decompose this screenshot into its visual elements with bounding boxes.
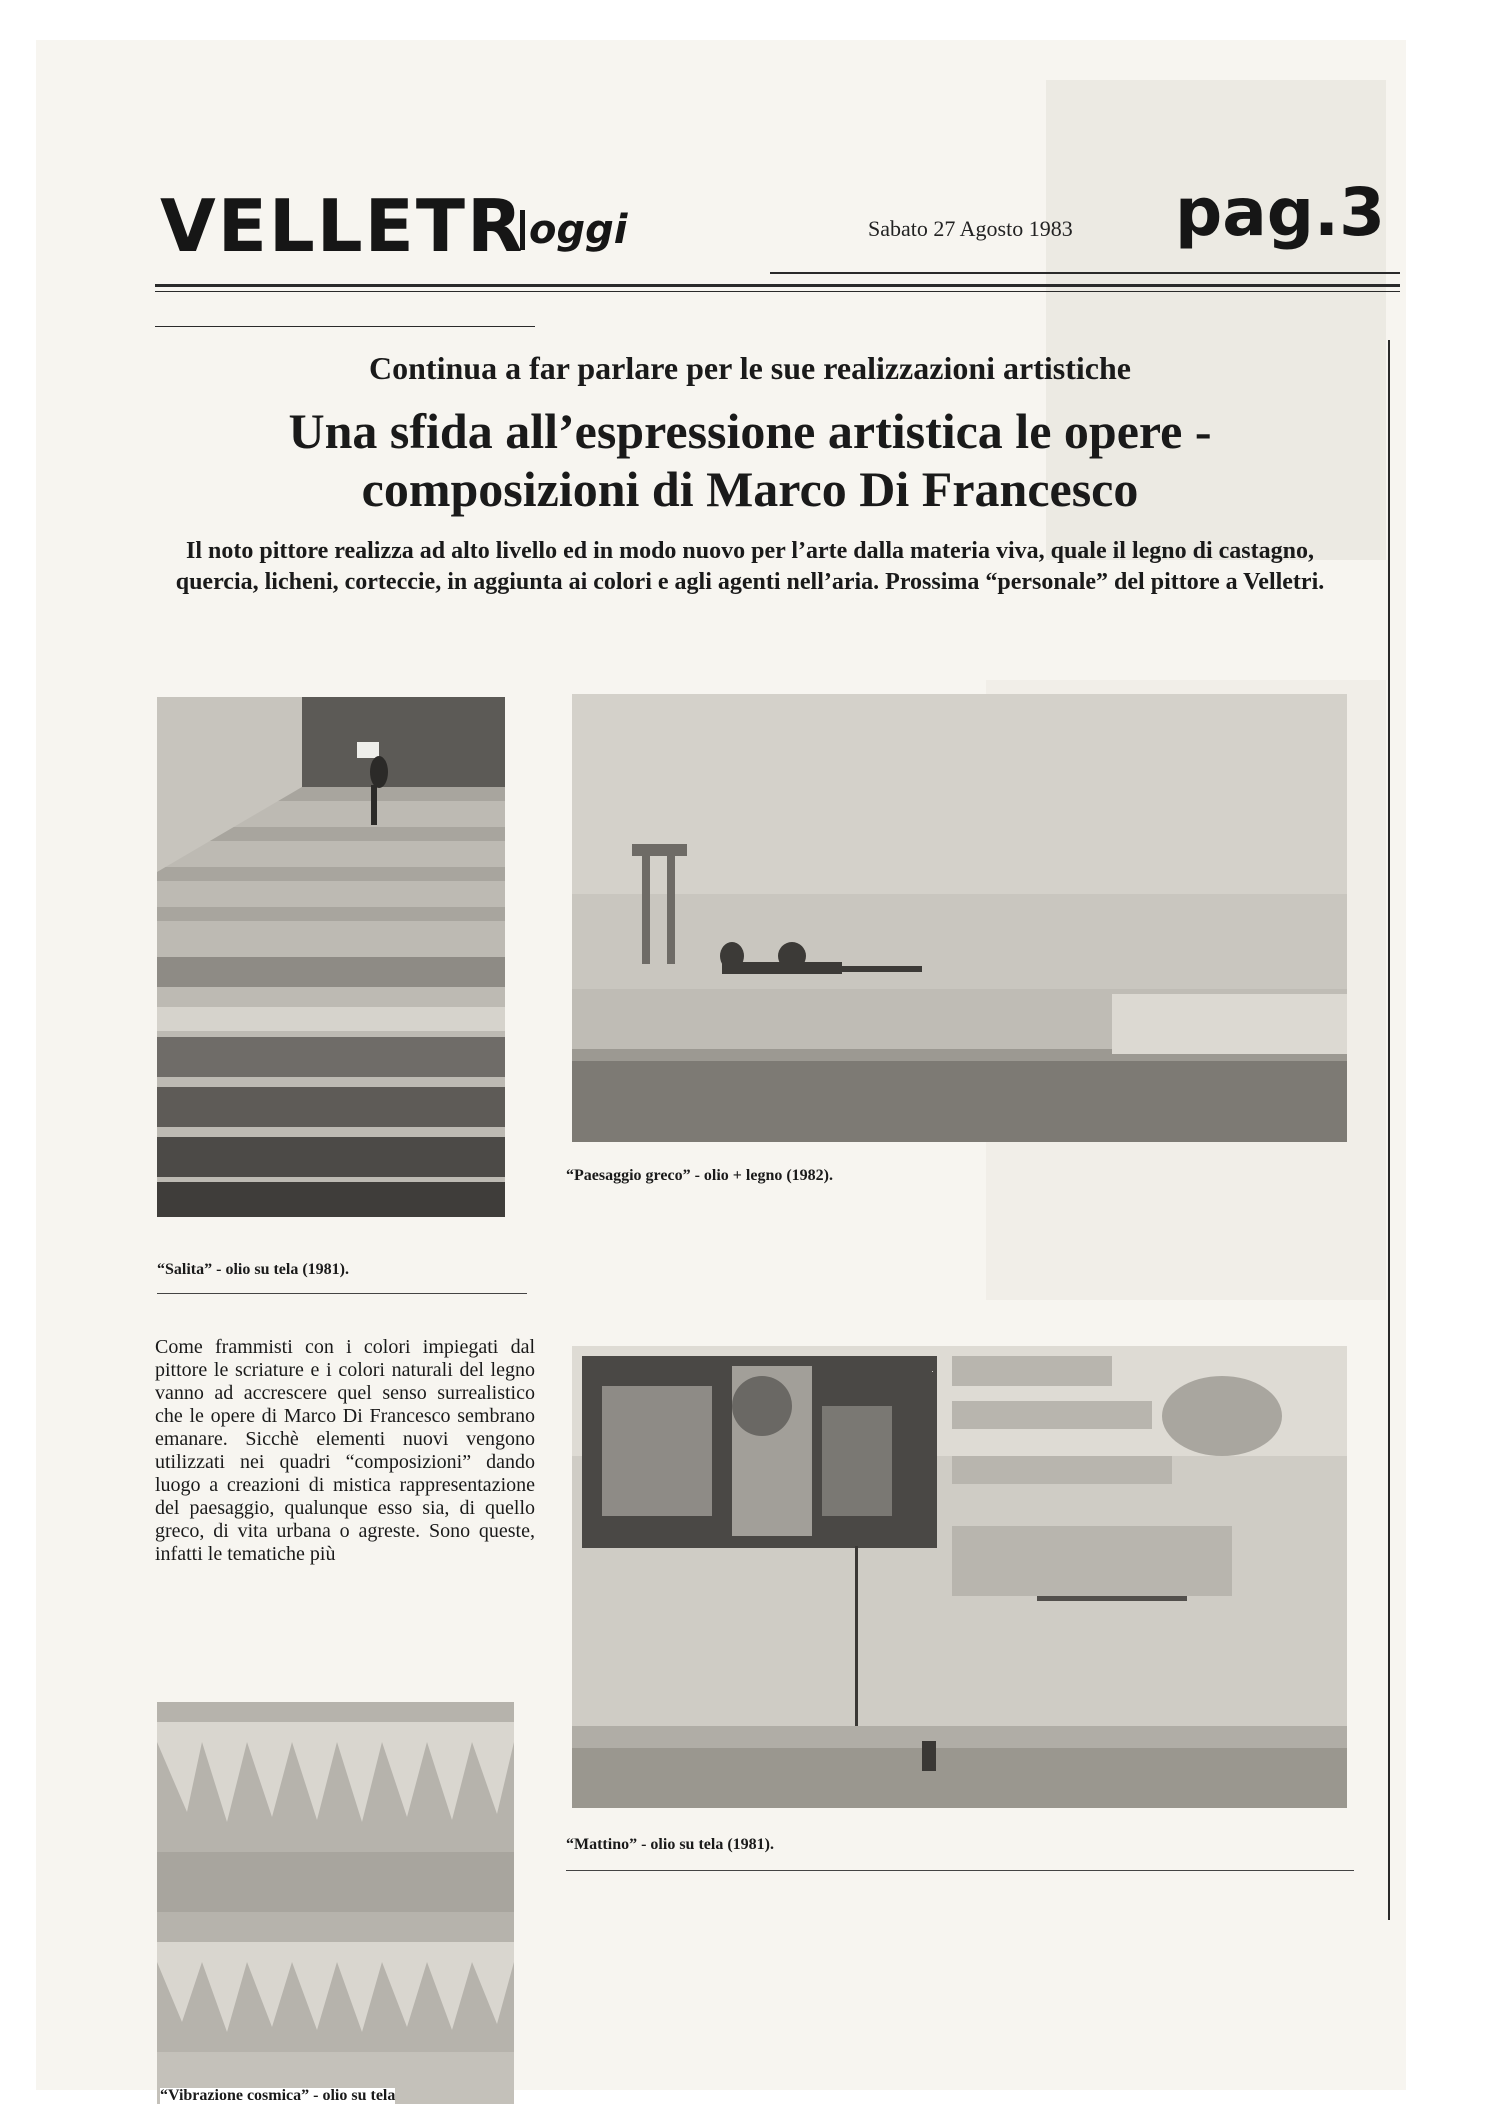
cosmic-vibration-image	[157, 1702, 514, 2104]
masthead-logo: VELLETR	[160, 184, 525, 268]
masthead-logo-suffix: oggi	[520, 210, 627, 250]
issue-date: Sabato 27 Agosto 1983	[868, 216, 1073, 241]
photo-paesaggio-greco	[572, 694, 1347, 1142]
caption-mattino: “Mattino” - olio su tela (1981).	[566, 1836, 774, 1853]
article-kicker: Continua a far parlare per le sue realizzazioni artistiche	[369, 350, 1131, 386]
caption-rule-mattino	[566, 1870, 1354, 1871]
column-rule-right	[1388, 340, 1390, 1920]
morning-poster-image	[572, 1346, 1347, 1808]
caption-salita: “Salita” - olio su tela (1981).	[157, 1261, 349, 1278]
article-body-paragraph: Come frammisti con i colori impiegati dal pittore le scriature e i colori naturali del legno vanno ad accrescere quel senso surrealistico che le opere di Marco Di Francesco sembrano emanare. Sicchè elementi nuovi vengono utilizzati nei quadri “composizioni” dando luogo a creazioni di mistica rappresentazione del paesaggio, qualunque esso sia, di quello greco, di vita urbana o agreste. Sono queste, infatti le tematiche più	[155, 1336, 535, 1565]
caption-rule-salita	[157, 1293, 527, 1294]
caption-paesaggio-greco: “Paesaggio greco” - olio + legno (1982).	[566, 1167, 833, 1184]
caption-vibrazione-cosmica: “Vibrazione cosmica” - olio su tela	[160, 2087, 396, 2104]
article-headline: Una sfida all’espressione artistica le opere - composizioni di Marco Di Francesco	[288, 403, 1212, 517]
headline-rule	[155, 326, 535, 327]
stairs-painting-image	[157, 697, 505, 1217]
page-number: pag.3	[1175, 174, 1386, 251]
photo-mattino	[572, 1346, 1347, 1808]
masthead-rule-thin	[155, 291, 1400, 292]
article-subhead: Il noto pittore realizza ad alto livello ed in modo nuovo per l’arte dalla materia viva, quale il legno di castagno, quercia, licheni, corteccie, in aggiunta ai colori e agli agenti nell’aria. Prossima “personale” del pittore a Velletri.	[175, 538, 1325, 595]
greek-landscape-image	[572, 694, 1347, 1142]
masthead-rule	[155, 284, 1400, 287]
photo-salita	[157, 697, 505, 1217]
photo-vibrazione-cosmica	[157, 1702, 514, 2104]
article-body	[155, 1336, 535, 1566]
date-rule	[770, 272, 1400, 274]
